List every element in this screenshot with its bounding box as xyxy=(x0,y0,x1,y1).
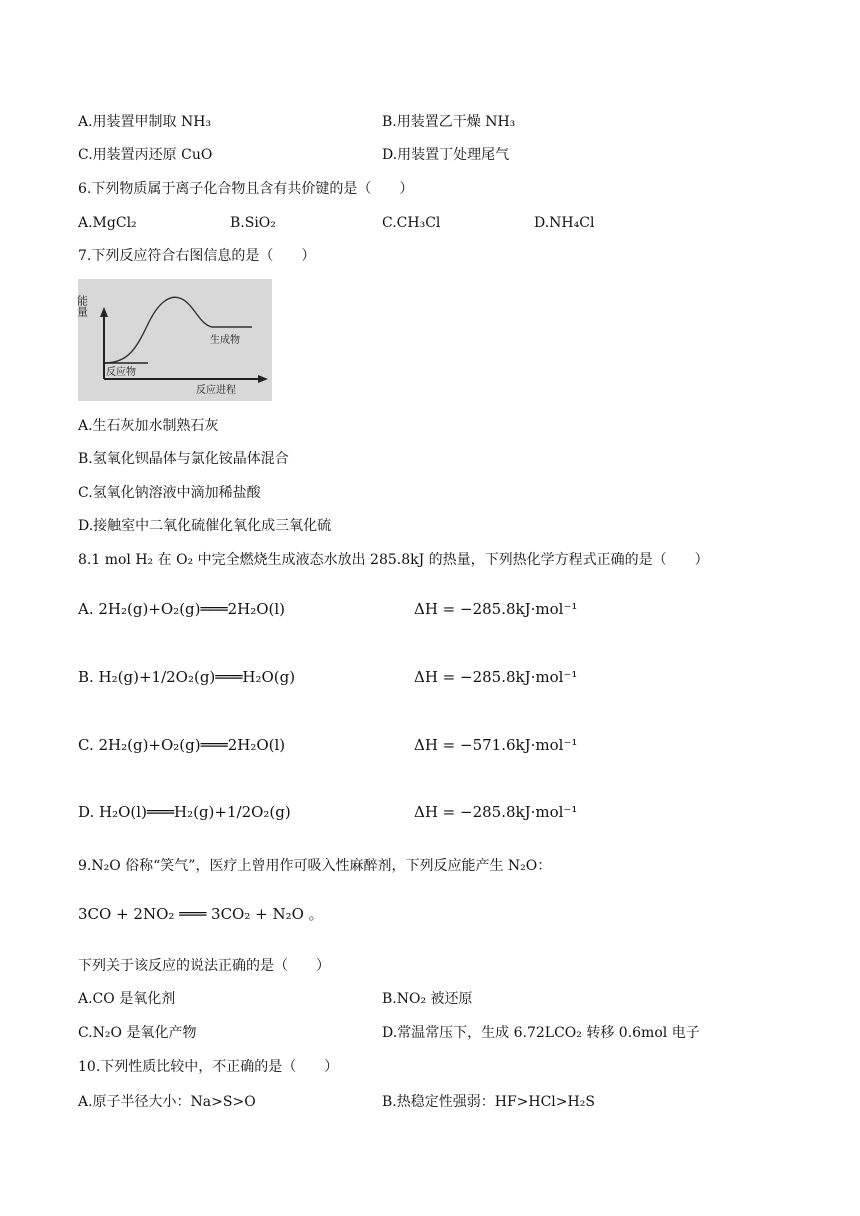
energy-diagram-svg xyxy=(75,279,272,401)
x-axis-arrow-icon xyxy=(258,375,268,383)
q8-option-c-enthalpy: ΔH = −571.6kJ·mol⁻¹ xyxy=(414,736,578,754)
q8-stem: 8.1 mol H₂ 在 O₂ 中完全燃烧生成液态水放出 285.8kJ 的热量，下列热化学方程式正确的是（ ） xyxy=(78,552,709,568)
q8-option-c-equation: C. 2H₂(g)+O₂(g)═══2H₂O(l) xyxy=(78,736,286,754)
y-axis-label: 能量 xyxy=(75,295,89,317)
q10-option-b: B.热稳定性强弱：HF>HCl>H₂S xyxy=(382,1094,595,1110)
q9-sub-stem: 下列关于该反应的说法正确的是（ ） xyxy=(78,958,330,974)
q8-option-b-equation: B. H₂(g)+1/2O₂(g)═══H₂O(g) xyxy=(78,668,296,686)
q8-option-a-enthalpy: ΔH = −285.8kJ·mol⁻¹ xyxy=(414,600,578,618)
q6-stem: 6.下列物质属于离子化合物且含有共价键的是（ ） xyxy=(78,181,414,197)
q5-option-c: C.用装置丙还原 CuO xyxy=(78,147,213,163)
q9-reaction-equation: 3CO + 2NO₂ ═══ 3CO₂ + N₂O 。 xyxy=(78,905,324,923)
q6-option-a: A.MgCl₂ xyxy=(78,215,137,231)
q9-option-a: A.CO 是氧化剂 xyxy=(78,991,176,1007)
x-axis-label: 反应进程 xyxy=(196,385,236,396)
q8-option-d-enthalpy: ΔH = −285.8kJ·mol⁻¹ xyxy=(414,803,578,821)
q6-option-d: D.NH₄Cl xyxy=(534,215,595,231)
q5-option-a: A.用装置甲制取 NH₃ xyxy=(78,114,212,130)
q5-option-d: D.用装置丁处理尾气 xyxy=(382,147,510,163)
reactant-label: 反应物 xyxy=(106,367,136,378)
energy-diagram xyxy=(75,279,272,401)
q8-option-b-enthalpy: ΔH = −285.8kJ·mol⁻¹ xyxy=(414,668,578,686)
q7-stem: 7.下列反应符合右图信息的是（ ） xyxy=(78,248,316,264)
q9-stem: 9.N₂O 俗称“笑气”，医疗上曾用作可吸入性麻醉剂，下列反应能产生 N₂O： xyxy=(78,858,552,874)
q7-option-a: A.生石灰加水制熟石灰 xyxy=(78,418,219,434)
q7-option-c: C.氢氧化钠溶液中滴加稀盐酸 xyxy=(78,485,261,501)
q9-option-d: D.常温常压下，生成 6.72LCO₂ 转移 0.6mol 电子 xyxy=(382,1025,700,1041)
q6-option-c: C.CH₃Cl xyxy=(382,215,441,231)
q10-stem: 10.下列性质比较中，不正确的是（ ） xyxy=(78,1059,339,1075)
q8-option-a-equation: A. 2H₂(g)+O₂(g)═══2H₂O(l) xyxy=(78,600,286,618)
q7-option-d: D.接触室中二氧化硫催化氧化成三氧化硫 xyxy=(78,518,332,534)
q7-option-b: B.氢氧化钡晶体与氯化铵晶体混合 xyxy=(78,451,289,467)
q5-option-b: B.用装置乙干燥 NH₃ xyxy=(382,114,516,130)
energy-curve xyxy=(104,297,252,363)
q8-option-d-equation: D. H₂O(l)═══H₂(g)+1/2O₂(g) xyxy=(78,803,291,821)
q9-option-b: B.NO₂ 被还原 xyxy=(382,991,473,1007)
y-axis-arrow-icon xyxy=(100,307,108,317)
q9-option-c: C.N₂O 是氧化产物 xyxy=(78,1025,197,1041)
q6-option-b: B.SiO₂ xyxy=(230,215,276,231)
product-label: 生成物 xyxy=(210,335,240,346)
q10-option-a: A.原子半径大小：Na>S>O xyxy=(78,1094,256,1110)
